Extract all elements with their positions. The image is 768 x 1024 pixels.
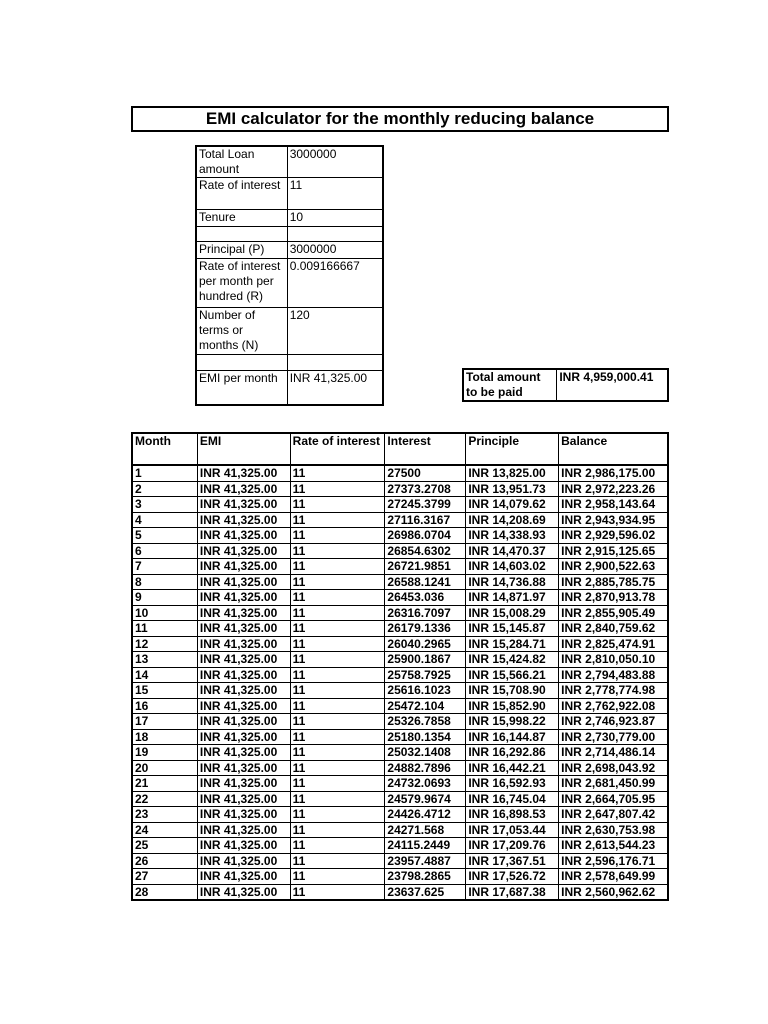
cell-balance: INR 2,855,905.49	[559, 605, 668, 621]
input-row	[196, 259, 383, 308]
cell-principle: INR 14,603.02	[466, 559, 559, 575]
cell-principle: INR 14,871.97	[466, 590, 559, 606]
cell-emi: INR 41,325.00	[197, 853, 290, 869]
cell-month: 3	[132, 497, 197, 513]
table-row	[132, 745, 668, 761]
cell-emi: INR 41,325.00	[197, 590, 290, 606]
cell-rate: 11	[290, 683, 385, 699]
cell-rate: 11	[290, 884, 385, 900]
cell-principle: INR 14,470.37	[466, 543, 559, 559]
table-row	[132, 621, 668, 637]
cell-interest: 27500	[385, 465, 466, 481]
cell-rate: 11	[290, 776, 385, 792]
cell-emi: INR 41,325.00	[197, 636, 290, 652]
cell-balance: INR 2,840,759.62	[559, 621, 668, 637]
cell-balance: INR 2,943,934.95	[559, 512, 668, 528]
cell-balance: INR 2,778,774.98	[559, 683, 668, 699]
cell-month: 11	[132, 621, 197, 637]
header-balance: Balance	[559, 433, 668, 465]
input-row	[196, 227, 383, 242]
input-value	[287, 227, 383, 242]
cell-rate: 11	[290, 590, 385, 606]
table-row	[132, 512, 668, 528]
cell-interest: 24882.7896	[385, 760, 466, 776]
cell-month: 2	[132, 481, 197, 497]
cell-rate: 11	[290, 838, 385, 854]
cell-interest: 24426.4712	[385, 807, 466, 823]
cell-principle: INR 15,852.90	[466, 698, 559, 714]
cell-month: 28	[132, 884, 197, 900]
input-value: 3000000	[287, 146, 383, 178]
cell-principle: INR 13,951.73	[466, 481, 559, 497]
input-value: 0.009166667	[287, 259, 383, 308]
cell-principle: INR 16,898.53	[466, 807, 559, 823]
input-label: Rate of interest	[196, 178, 287, 210]
cell-rate: 11	[290, 559, 385, 575]
cell-balance: INR 2,986,175.00	[559, 465, 668, 481]
cell-balance: INR 2,794,483.88	[559, 667, 668, 683]
table-row	[132, 481, 668, 497]
cell-interest: 25326.7858	[385, 714, 466, 730]
cell-principle: INR 16,745.04	[466, 791, 559, 807]
amortization-schedule-table	[131, 432, 669, 901]
header-interest: Interest	[385, 433, 466, 465]
cell-month: 10	[132, 605, 197, 621]
cell-emi: INR 41,325.00	[197, 512, 290, 528]
cell-emi: INR 41,325.00	[197, 543, 290, 559]
table-row	[132, 853, 668, 869]
cell-principle: INR 17,053.44	[466, 822, 559, 838]
cell-emi: INR 41,325.00	[197, 822, 290, 838]
cell-balance: INR 2,596,176.71	[559, 853, 668, 869]
cell-principle: INR 14,338.93	[466, 528, 559, 544]
cell-emi: INR 41,325.00	[197, 729, 290, 745]
table-row	[132, 822, 668, 838]
cell-rate: 11	[290, 481, 385, 497]
input-label: Rate of interest per month per hundred (R)	[196, 259, 287, 308]
cell-interest: 26588.1241	[385, 574, 466, 590]
cell-emi: INR 41,325.00	[197, 528, 290, 544]
cell-interest: 26179.1336	[385, 621, 466, 637]
table-row	[132, 714, 668, 730]
cell-rate: 11	[290, 791, 385, 807]
cell-emi: INR 41,325.00	[197, 714, 290, 730]
header-principle: Principle	[466, 433, 559, 465]
table-row	[132, 636, 668, 652]
cell-rate: 11	[290, 636, 385, 652]
cell-month: 23	[132, 807, 197, 823]
cell-principle: INR 15,284.71	[466, 636, 559, 652]
input-value: 3000000	[287, 242, 383, 259]
cell-rate: 11	[290, 465, 385, 481]
cell-emi: INR 41,325.00	[197, 605, 290, 621]
cell-rate: 11	[290, 729, 385, 745]
cell-balance: INR 2,730,779.00	[559, 729, 668, 745]
cell-rate: 11	[290, 807, 385, 823]
cell-interest: 27373.2708	[385, 481, 466, 497]
cell-balance: INR 2,929,596.02	[559, 528, 668, 544]
cell-emi: INR 41,325.00	[197, 760, 290, 776]
cell-principle: INR 17,687.38	[466, 884, 559, 900]
cell-principle: INR 15,424.82	[466, 652, 559, 668]
cell-rate: 11	[290, 574, 385, 590]
cell-balance: INR 2,958,143.64	[559, 497, 668, 513]
cell-rate: 11	[290, 621, 385, 637]
input-value: INR 41,325.00	[287, 371, 383, 406]
cell-month: 13	[132, 652, 197, 668]
cell-emi: INR 41,325.00	[197, 497, 290, 513]
cell-balance: INR 2,664,705.95	[559, 791, 668, 807]
cell-interest: 24115.2449	[385, 838, 466, 854]
cell-month: 12	[132, 636, 197, 652]
table-row	[132, 543, 668, 559]
cell-month: 17	[132, 714, 197, 730]
cell-rate: 11	[290, 760, 385, 776]
cell-balance: INR 2,647,807.42	[559, 807, 668, 823]
cell-interest: 26453.036	[385, 590, 466, 606]
input-row	[196, 242, 383, 259]
cell-rate: 11	[290, 528, 385, 544]
cell-month: 25	[132, 838, 197, 854]
cell-balance: INR 2,698,043.92	[559, 760, 668, 776]
table-row	[132, 528, 668, 544]
cell-month: 14	[132, 667, 197, 683]
cell-balance: INR 2,972,223.26	[559, 481, 668, 497]
cell-emi: INR 41,325.00	[197, 698, 290, 714]
cell-emi: INR 41,325.00	[197, 574, 290, 590]
input-label: Principal (P)	[196, 242, 287, 259]
cell-interest: 26986.0704	[385, 528, 466, 544]
cell-principle: INR 17,526.72	[466, 869, 559, 885]
input-value	[287, 355, 383, 371]
cell-rate: 11	[290, 822, 385, 838]
cell-interest: 23798.2865	[385, 869, 466, 885]
input-label: Number of terms or months (N)	[196, 308, 287, 355]
header-month: Month	[132, 433, 197, 465]
cell-month: 5	[132, 528, 197, 544]
cell-rate: 11	[290, 667, 385, 683]
cell-emi: INR 41,325.00	[197, 838, 290, 854]
cell-emi: INR 41,325.00	[197, 559, 290, 575]
cell-principle: INR 15,998.22	[466, 714, 559, 730]
cell-balance: INR 2,560,962.62	[559, 884, 668, 900]
cell-interest: 26854.6302	[385, 543, 466, 559]
cell-emi: INR 41,325.00	[197, 745, 290, 761]
table-row	[132, 605, 668, 621]
cell-month: 7	[132, 559, 197, 575]
cell-principle: INR 16,592.93	[466, 776, 559, 792]
page-title: EMI calculator for the monthly reducing balance	[131, 106, 669, 132]
cell-month: 24	[132, 822, 197, 838]
cell-interest: 24732.0693	[385, 776, 466, 792]
cell-interest: 25758.7925	[385, 667, 466, 683]
cell-month: 21	[132, 776, 197, 792]
cell-emi: INR 41,325.00	[197, 807, 290, 823]
table-row	[132, 465, 668, 481]
cell-principle: INR 16,442.21	[466, 760, 559, 776]
cell-emi: INR 41,325.00	[197, 776, 290, 792]
cell-interest: 24579.9674	[385, 791, 466, 807]
cell-interest: 26040.2965	[385, 636, 466, 652]
cell-rate: 11	[290, 853, 385, 869]
cell-interest: 27116.3167	[385, 512, 466, 528]
cell-balance: INR 2,630,753.98	[559, 822, 668, 838]
cell-interest: 25180.1354	[385, 729, 466, 745]
cell-month: 15	[132, 683, 197, 699]
cell-interest: 27245.3799	[385, 497, 466, 513]
table-row	[132, 838, 668, 854]
cell-rate: 11	[290, 543, 385, 559]
cell-principle: INR 16,292.86	[466, 745, 559, 761]
table-row	[132, 590, 668, 606]
cell-interest: 25472.104	[385, 698, 466, 714]
cell-principle: INR 17,209.76	[466, 838, 559, 854]
cell-principle: INR 15,008.29	[466, 605, 559, 621]
table-row	[132, 776, 668, 792]
table-row	[132, 497, 668, 513]
cell-principle: INR 13,825.00	[466, 465, 559, 481]
loan-inputs-table	[195, 145, 384, 406]
cell-emi: INR 41,325.00	[197, 884, 290, 900]
cell-principle: INR 17,367.51	[466, 853, 559, 869]
cell-principle: INR 14,736.88	[466, 574, 559, 590]
cell-principle: INR 15,566.21	[466, 667, 559, 683]
table-row	[132, 698, 668, 714]
cell-month: 20	[132, 760, 197, 776]
cell-emi: INR 41,325.00	[197, 869, 290, 885]
input-label	[196, 227, 287, 242]
cell-interest: 24271.568	[385, 822, 466, 838]
table-row	[132, 667, 668, 683]
cell-principle: INR 15,145.87	[466, 621, 559, 637]
input-label	[196, 355, 287, 371]
cell-interest: 25900.1867	[385, 652, 466, 668]
table-row	[132, 884, 668, 900]
cell-balance: INR 2,900,522.63	[559, 559, 668, 575]
cell-interest: 23637.625	[385, 884, 466, 900]
cell-balance: INR 2,870,913.78	[559, 590, 668, 606]
cell-balance: INR 2,762,922.08	[559, 698, 668, 714]
input-row	[196, 371, 383, 406]
cell-balance: INR 2,915,125.65	[559, 543, 668, 559]
input-row	[196, 146, 383, 178]
cell-rate: 11	[290, 652, 385, 668]
total-label: Total amount to be paid	[463, 369, 557, 401]
table-row	[132, 729, 668, 745]
table-row	[132, 559, 668, 575]
cell-balance: INR 2,613,544.23	[559, 838, 668, 854]
input-label: EMI per month	[196, 371, 287, 406]
cell-balance: INR 2,714,486.14	[559, 745, 668, 761]
input-label: Tenure	[196, 210, 287, 227]
cell-balance: INR 2,681,450.99	[559, 776, 668, 792]
input-row	[196, 355, 383, 371]
cell-balance: INR 2,746,923.87	[559, 714, 668, 730]
cell-balance: INR 2,825,474.91	[559, 636, 668, 652]
cell-month: 16	[132, 698, 197, 714]
table-row	[132, 652, 668, 668]
cell-month: 1	[132, 465, 197, 481]
table-row	[132, 791, 668, 807]
cell-rate: 11	[290, 698, 385, 714]
cell-emi: INR 41,325.00	[197, 481, 290, 497]
input-row	[196, 178, 383, 210]
cell-month: 19	[132, 745, 197, 761]
cell-rate: 11	[290, 869, 385, 885]
input-row	[196, 308, 383, 355]
cell-principle: INR 14,079.62	[466, 497, 559, 513]
schedule-header-row	[132, 433, 668, 465]
cell-emi: INR 41,325.00	[197, 667, 290, 683]
header-rate-of-interest: Rate of interest	[290, 433, 385, 465]
input-value: 11	[287, 178, 383, 210]
total-row	[463, 369, 668, 401]
cell-balance: INR 2,885,785.75	[559, 574, 668, 590]
input-label: Total Loan amount	[196, 146, 287, 178]
cell-emi: INR 41,325.00	[197, 465, 290, 481]
header-emi: EMI	[197, 433, 290, 465]
cell-month: 22	[132, 791, 197, 807]
cell-emi: INR 41,325.00	[197, 621, 290, 637]
cell-emi: INR 41,325.00	[197, 791, 290, 807]
cell-month: 9	[132, 590, 197, 606]
table-row	[132, 574, 668, 590]
cell-interest: 26721.9851	[385, 559, 466, 575]
cell-month: 18	[132, 729, 197, 745]
cell-balance: INR 2,578,649.99	[559, 869, 668, 885]
cell-balance: INR 2,810,050.10	[559, 652, 668, 668]
cell-month: 4	[132, 512, 197, 528]
cell-emi: INR 41,325.00	[197, 683, 290, 699]
input-value: 10	[287, 210, 383, 227]
table-row	[132, 807, 668, 823]
cell-principle: INR 15,708.90	[466, 683, 559, 699]
cell-month: 26	[132, 853, 197, 869]
cell-rate: 11	[290, 512, 385, 528]
cell-interest: 23957.4887	[385, 853, 466, 869]
cell-principle: INR 16,144.87	[466, 729, 559, 745]
input-value: 120	[287, 308, 383, 355]
cell-interest: 25616.1023	[385, 683, 466, 699]
table-row	[132, 869, 668, 885]
table-row	[132, 760, 668, 776]
cell-month: 27	[132, 869, 197, 885]
total-amount-box	[462, 368, 669, 402]
cell-month: 8	[132, 574, 197, 590]
total-value: INR 4,959,000.41	[557, 369, 668, 401]
table-row	[132, 683, 668, 699]
cell-emi: INR 41,325.00	[197, 652, 290, 668]
input-row	[196, 210, 383, 227]
cell-rate: 11	[290, 605, 385, 621]
cell-rate: 11	[290, 745, 385, 761]
cell-month: 6	[132, 543, 197, 559]
cell-interest: 25032.1408	[385, 745, 466, 761]
cell-interest: 26316.7097	[385, 605, 466, 621]
cell-rate: 11	[290, 714, 385, 730]
cell-principle: INR 14,208.69	[466, 512, 559, 528]
cell-rate: 11	[290, 497, 385, 513]
